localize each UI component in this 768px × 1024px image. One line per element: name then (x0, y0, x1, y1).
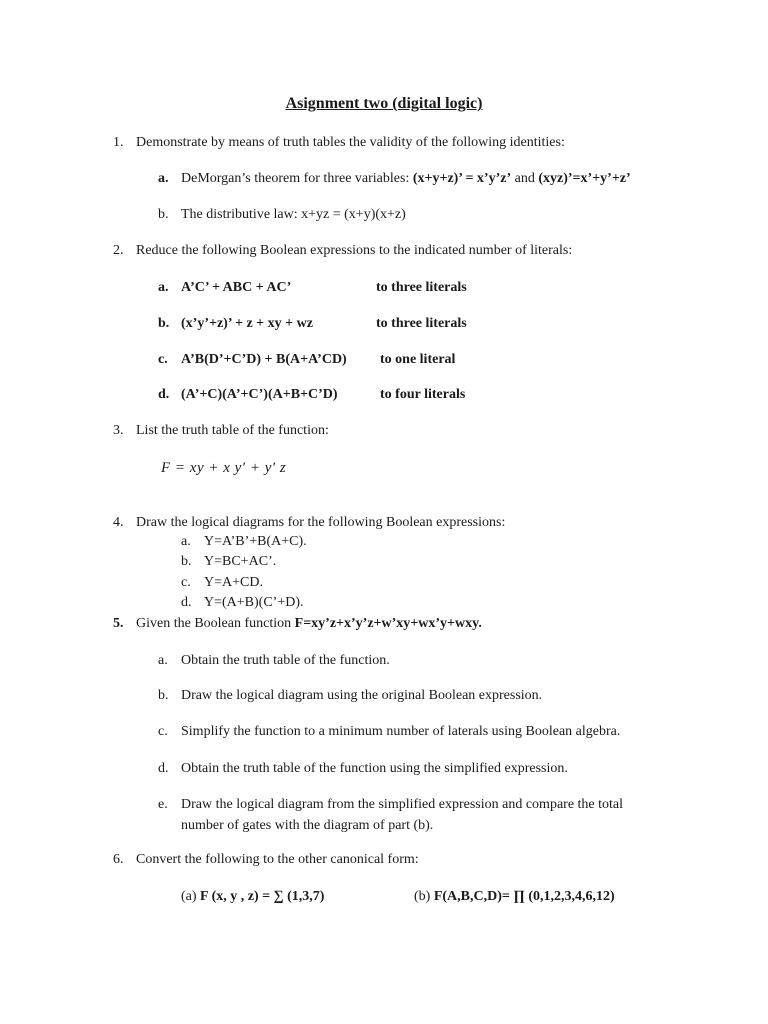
q6b (414, 888, 615, 906)
item-label: b. (181, 554, 192, 569)
item-label: a. (158, 280, 169, 295)
q2b-expr: (x’y’+z)’ + z + xy + wz (181, 316, 313, 331)
q5b-text: Draw the logical diagram using the original Boolean expression. (181, 688, 543, 703)
q6a-label: (a) (181, 889, 201, 904)
q5e-text-cont: number of gates with the diagram of part (b). (181, 818, 434, 833)
q2c-expr: A’B(D’+C’D) + B(A+A’CD) (181, 352, 347, 367)
q6b-expr: F(A,B,C,D)= ∏ (0,1,2,3,4,6,12) (433, 889, 615, 904)
item-label: b. (158, 207, 169, 222)
item-label: c. (158, 724, 168, 739)
q6b-label: (b) (414, 889, 434, 904)
q1a-expr2: (xyz)’=x’+y’+z’ (538, 171, 631, 186)
question-number: 1. (113, 135, 124, 150)
item-label: c. (181, 575, 191, 590)
item-label: d. (158, 761, 169, 776)
item-label: a. (158, 653, 168, 668)
question-1-text: Demonstrate by means of truth tables the validity of the following identities: (136, 135, 565, 150)
item-label: d. (158, 387, 170, 402)
q4d-text: Y=(A+B)(C’+D). (204, 595, 304, 610)
q5a-text: Obtain the truth table of the function. (181, 653, 390, 668)
item-label: c. (158, 352, 168, 367)
q4a-text: Y=A’B’+B(A+C). (204, 534, 307, 549)
question-5-text (136, 615, 482, 633)
question-1b-text: The distributive law: x+yz = (x+y)(x+z) (181, 207, 406, 222)
question-3-text: List the truth table of the function: (136, 423, 329, 438)
q5e-text: Draw the logical diagram from the simplified expression and compare the total (181, 797, 624, 812)
q1a-lead: DeMorgan’s theorem for three variables: (181, 171, 413, 186)
q5c-text: Simplify the function to a minimum number of laterals using Boolean algebra. (181, 724, 621, 739)
question-number: 3. (113, 423, 124, 438)
question-number: 6. (113, 852, 124, 867)
question-4-text: Draw the logical diagrams for the following Boolean expressions: (136, 515, 506, 530)
q2d-target: to four literals (380, 387, 466, 402)
question-6-text: Convert the following to the other canonical form: (136, 852, 419, 867)
q4c-text: Y=A+CD. (204, 575, 263, 590)
q5-function: F=xy’z+x’y’z+w’xy+wx’y+wxy. (294, 616, 482, 631)
q2a-target: to three literals (376, 280, 467, 295)
q2d-expr: (A’+C)(A’+C’)(A+B+C’D) (181, 387, 338, 402)
q2b-target: to three literals (376, 316, 467, 331)
question-number: 4. (113, 515, 124, 530)
item-label: e. (158, 797, 168, 812)
q5d-text: Obtain the truth table of the function using the simplified expression. (181, 761, 568, 776)
q6a (181, 888, 324, 906)
question-number: 2. (113, 243, 124, 258)
q6a-expr: F (x, y , z) = ∑ (1,3,7) (200, 889, 325, 904)
question-1a-text (181, 170, 631, 188)
function-formula: F = xy + x y′ + y′ z (161, 460, 287, 476)
item-label: b. (158, 316, 170, 331)
question-number: 5. (113, 616, 124, 631)
q1a-expr1: (x+y+z)’ = x’y’z’ (412, 171, 512, 186)
q2c-target: to one literal (380, 352, 456, 367)
q5-lead: Given the Boolean function (136, 616, 295, 631)
item-label: b. (158, 688, 169, 703)
q4b-text: Y=BC+AC’. (204, 554, 277, 569)
page-title: Asignment two (digital logic) (285, 95, 483, 112)
item-label: a. (181, 534, 191, 549)
q1a-and: and (511, 171, 539, 186)
item-label: a. (158, 171, 169, 186)
q2a-expr: A’C’ + ABC + AC’ (181, 280, 292, 295)
question-2-text: Reduce the following Boolean expressions to the indicated number of literals: (136, 243, 573, 258)
item-label: d. (181, 595, 192, 610)
